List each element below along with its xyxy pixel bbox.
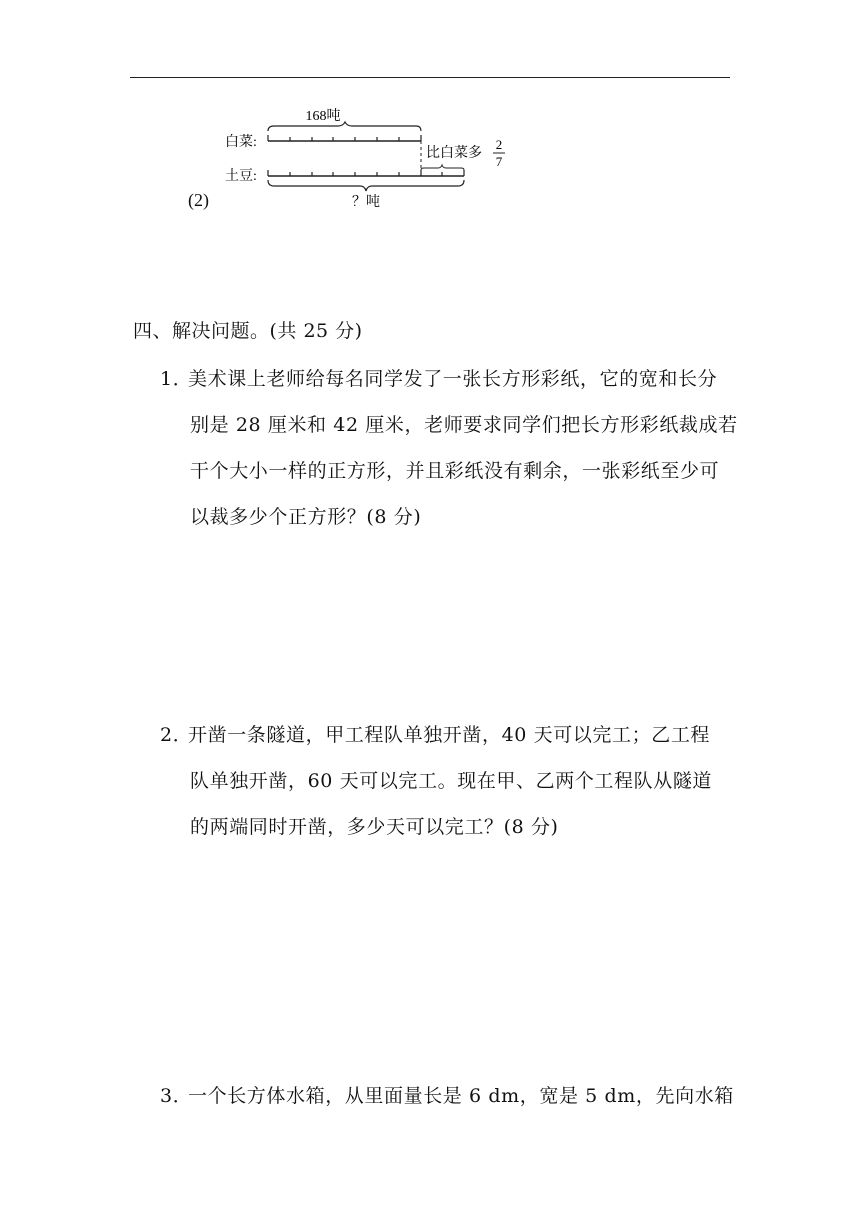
tudou-ticks bbox=[268, 170, 464, 176]
top-brace bbox=[268, 122, 421, 131]
baicai-ticks bbox=[268, 135, 421, 141]
compare-text: 比白菜多 bbox=[426, 146, 482, 161]
problem-3 bbox=[160, 1073, 735, 1119]
fraction-numerator: 2 bbox=[495, 137, 503, 152]
problem-line: 的两端同时开凿，多少天可以完工？(8 分) bbox=[190, 816, 559, 838]
problem-line: 别是 28 厘米和 42 厘米，老师要求同学们把长方形彩纸裁成若 bbox=[190, 414, 738, 436]
problem-line: 开凿一条隧道，甲工程队单独开凿，40 天可以完工；乙工程 bbox=[188, 724, 711, 746]
problem-line: 干个大小一样的正方形，并且彩纸没有剩余，一张彩纸至少可 bbox=[190, 460, 720, 482]
problem-line: 一个长方体水箱，从里面量长是 6 dm，宽是 5 dm，先向水箱 bbox=[188, 1085, 734, 1107]
problem-1 bbox=[160, 356, 735, 402]
baicai-label: 白菜: bbox=[225, 135, 257, 150]
subquestion-label: (2) bbox=[188, 190, 209, 210]
section-heading: 四、解决问题。(共 25 分) bbox=[133, 320, 363, 342]
problem-number: 2． bbox=[160, 724, 193, 746]
bottom-brace bbox=[268, 180, 464, 191]
problem-line: 队单独开凿，60 天可以完工。现在甲、乙两个工程队从隧道 bbox=[190, 770, 713, 792]
problem-2-continuation bbox=[190, 758, 735, 850]
bottom-value-label: ？吨 bbox=[352, 195, 380, 210]
problem-number: 3． bbox=[160, 1085, 193, 1107]
fraction-denominator: 7 bbox=[495, 154, 503, 169]
comparison-diagram bbox=[180, 100, 520, 215]
top-rule bbox=[130, 77, 730, 78]
top-value-label: 168吨 bbox=[305, 109, 341, 124]
problem-1-continuation bbox=[190, 402, 738, 540]
problem-2 bbox=[160, 712, 735, 758]
problem-line: 以裁多少个正方形？(8 分) bbox=[190, 506, 422, 528]
tudou-label: 土豆: bbox=[225, 169, 257, 184]
problem-number: 1． bbox=[160, 368, 193, 390]
problem-line: 美术课上老师给每名同学发了一张长方形彩纸，它的宽和长分 bbox=[188, 368, 718, 390]
extra-brace bbox=[421, 165, 464, 172]
